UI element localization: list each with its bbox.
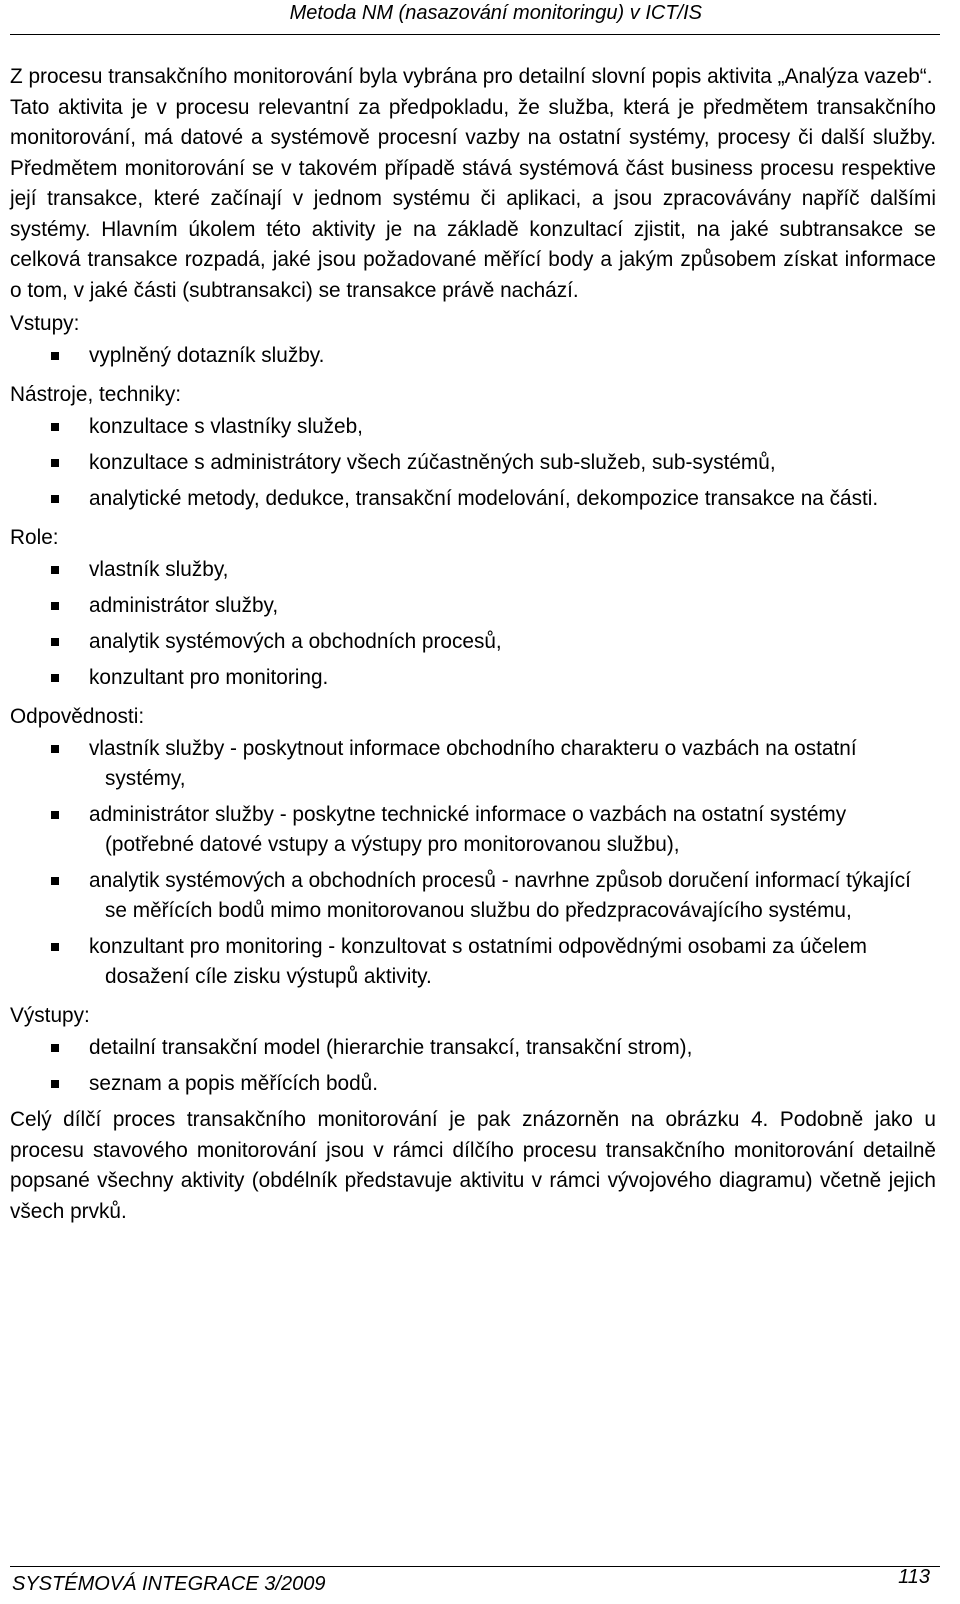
intro-paragraph-1: Z procesu transakčního monitorování byla vybrána pro detailní slovní popis aktivita „Analýza vazeb“. [10,65,933,88]
square-bullet-icon [51,566,59,574]
list-item: konzultant pro monitoring. [10,663,936,699]
list-item: vlastník služby, [10,555,936,591]
page-footer [0,1540,960,1604]
square-bullet-icon [51,1080,59,1088]
square-bullet-icon [51,877,59,885]
journal-title: SYSTÉMOVÁ INTEGRACE 3/2009 [12,1573,326,1595]
list-item: analytické metody, dedukce, transakční modelování, dekompozice transakce na části. [10,484,936,520]
inputs-label: Vstupy: [10,312,80,335]
roles-list [10,555,936,699]
list-item: analytik systémových a obchodních procesů, [10,627,936,663]
square-bullet-icon [51,745,59,753]
list-item: seznam a popis měřících bodů. [10,1069,936,1105]
square-bullet-icon [51,943,59,951]
list-item: konzultace s administrátory všech zúčastněných sub-služeb, sub-systémů, [10,448,936,484]
list-item: vyplněný dotazník služby. [10,341,936,377]
footer-divider [10,1566,940,1567]
square-bullet-icon [51,674,59,682]
document-body [10,62,936,1227]
list-item: analytik systémových a obchodních procesů - navrhne způsob doručení informací týkající se měřících bodů mimo monitorovanou službu do předzpracovávajícího systému, [10,866,936,932]
running-header-title: Metoda NM (nasazování monitoringu) v ICT/IS [289,2,702,24]
square-bullet-icon [51,1044,59,1052]
closing-paragraph: Celý dílčí proces transakčního monitorování je pak znázorněn na obrázku 4. Podobně jako u procesu stavového monitorování jsou v rámci dílčího procesu transakčního monitorování detailně popsané všechny aktivity (obdélník představuje aktivitu v rámci vývojového diagramu) včetně jejich všech prvků. [10,1108,936,1223]
list-item: administrátor služby, [10,591,936,627]
list-item: administrátor služby - poskytne technické informace o vazbách na ostatní systémy (potřebné datové vstupy a výstupy pro monitorovanou službu), [10,800,936,866]
list-item: konzultace s vlastníky služeb, [10,412,936,448]
responsibilities-list [10,734,936,998]
list-item: detailní transakční model (hierarchie transakcí, transakční strom), [10,1033,936,1069]
outputs-label: Výstupy: [10,1004,90,1027]
inputs-list [10,341,936,377]
outputs-list [10,1033,936,1105]
square-bullet-icon [51,602,59,610]
list-item: konzultant pro monitoring - konzultovat s ostatními odpovědnými osobami za účelem dosažení cíle zisku výstupů aktivity. [10,932,936,998]
square-bullet-icon [51,638,59,646]
tools-label: Nástroje, techniky: [10,383,182,406]
square-bullet-icon [51,352,59,360]
square-bullet-icon [51,459,59,467]
roles-label: Role: [10,526,59,549]
page-number: 113 [898,1566,930,1588]
intro-paragraph-2: Tato aktivita je v procesu relevantní za předpokladu, že služba, která je předmětem transakčního monitorování, má datové a systémově procesní vazby na ostatní systémy, procesy či další služby. Předmětem monitorování se v takovém případě stává systémová část business procesu respektive její transakce, které začínají v jednom systému či aplikaci, a jsou zpracovávány napříč dalšími systémy. Hlavním úkolem této aktivity je na základě konzultací zjistit, na jaké subtransakce se celková transakce rozpadá, jaké jsou požadované měřící body a jakým způsobem získat informace o tom, v jaké části (subtransakci) se transakce právě nachází. [10,95,936,302]
square-bullet-icon [51,423,59,431]
header-divider [10,34,940,35]
square-bullet-icon [51,495,59,503]
square-bullet-icon [51,811,59,819]
responsibilities-label: Odpovědnosti: [10,705,145,728]
tools-list [10,412,936,520]
list-item: vlastník služby - poskytnout informace obchodního charakteru o vazbách na ostatní systémy, [10,734,936,800]
